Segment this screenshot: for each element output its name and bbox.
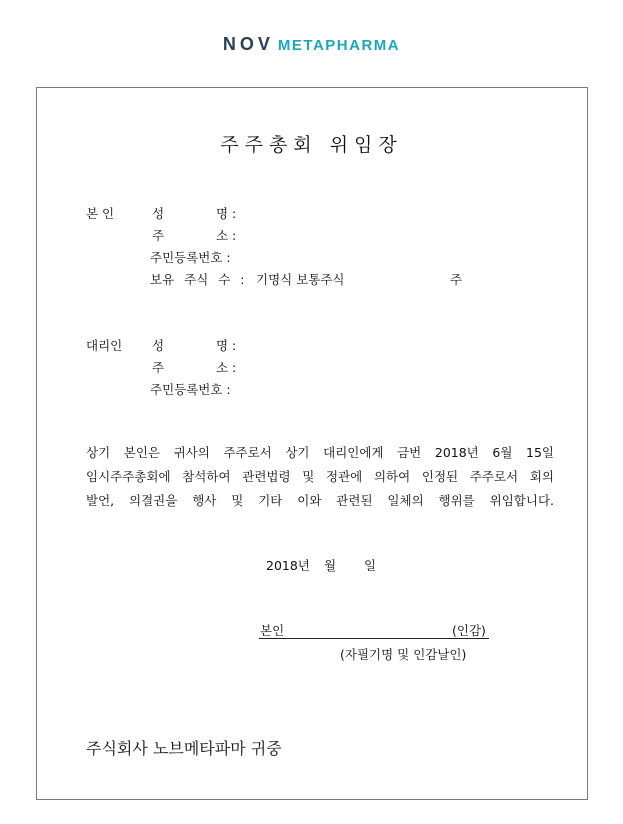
proxy-section-label: 대리인 xyxy=(86,338,123,353)
principal-name-label-second: 명 : xyxy=(216,206,237,221)
principal-address-label-first: 주 xyxy=(152,228,165,243)
principal-shares-unit: 주 xyxy=(450,272,463,287)
date-month: 월 xyxy=(324,558,337,573)
proxy-address-label-second: 소 : xyxy=(216,360,237,375)
principal-address-label-second: 소 : xyxy=(216,228,237,243)
proxy-name-label-second: 명 : xyxy=(216,338,237,353)
document-title: 주주총회 위임장 xyxy=(220,134,403,156)
proxy-address-label-first: 주 xyxy=(152,360,165,375)
principal-shares-label: 보유 주식 수 : xyxy=(150,272,245,287)
signature-seal: (인감) xyxy=(452,623,486,638)
proxy-name-label-first: 성 xyxy=(152,338,165,353)
company-logo xyxy=(0,34,623,55)
principal-name-label-first: 성 xyxy=(152,206,165,221)
paragraph-line: 발언, 의결권을 행사 및 기타 이와 관련된 일체의 행위를 위임합니다. xyxy=(86,493,554,508)
signature-label: 본인 xyxy=(260,623,285,638)
proxy-id-label: 주민등록번호 : xyxy=(150,382,231,397)
principal-id-label: 주민등록번호 : xyxy=(150,250,231,265)
addressee: 주식회사 노브메타파마 귀중 xyxy=(86,739,282,758)
paragraph-line: 상기 본인은 귀사의 주주로서 상기 대리인에게 금번 2018년 6월 15일 xyxy=(86,445,554,460)
date-day: 일 xyxy=(364,558,377,573)
logo-nov-text: NOV xyxy=(222,34,274,54)
principal-shares-type: 기명식 보통주식 xyxy=(256,272,345,287)
delegation-paragraph xyxy=(86,441,554,513)
principal-section-label: 본 인 xyxy=(86,206,115,221)
logo-metapharma-text: METAPHARMA xyxy=(277,37,401,54)
signature-note: (자필기명 및 인감날인) xyxy=(340,647,467,662)
paragraph-line: 임시주주총회에 참석하여 관련법령 및 정관에 의하여 인정된 주주로서 회의 xyxy=(86,469,554,484)
date-year: 2018년 xyxy=(266,558,310,573)
signature-line xyxy=(259,638,489,639)
